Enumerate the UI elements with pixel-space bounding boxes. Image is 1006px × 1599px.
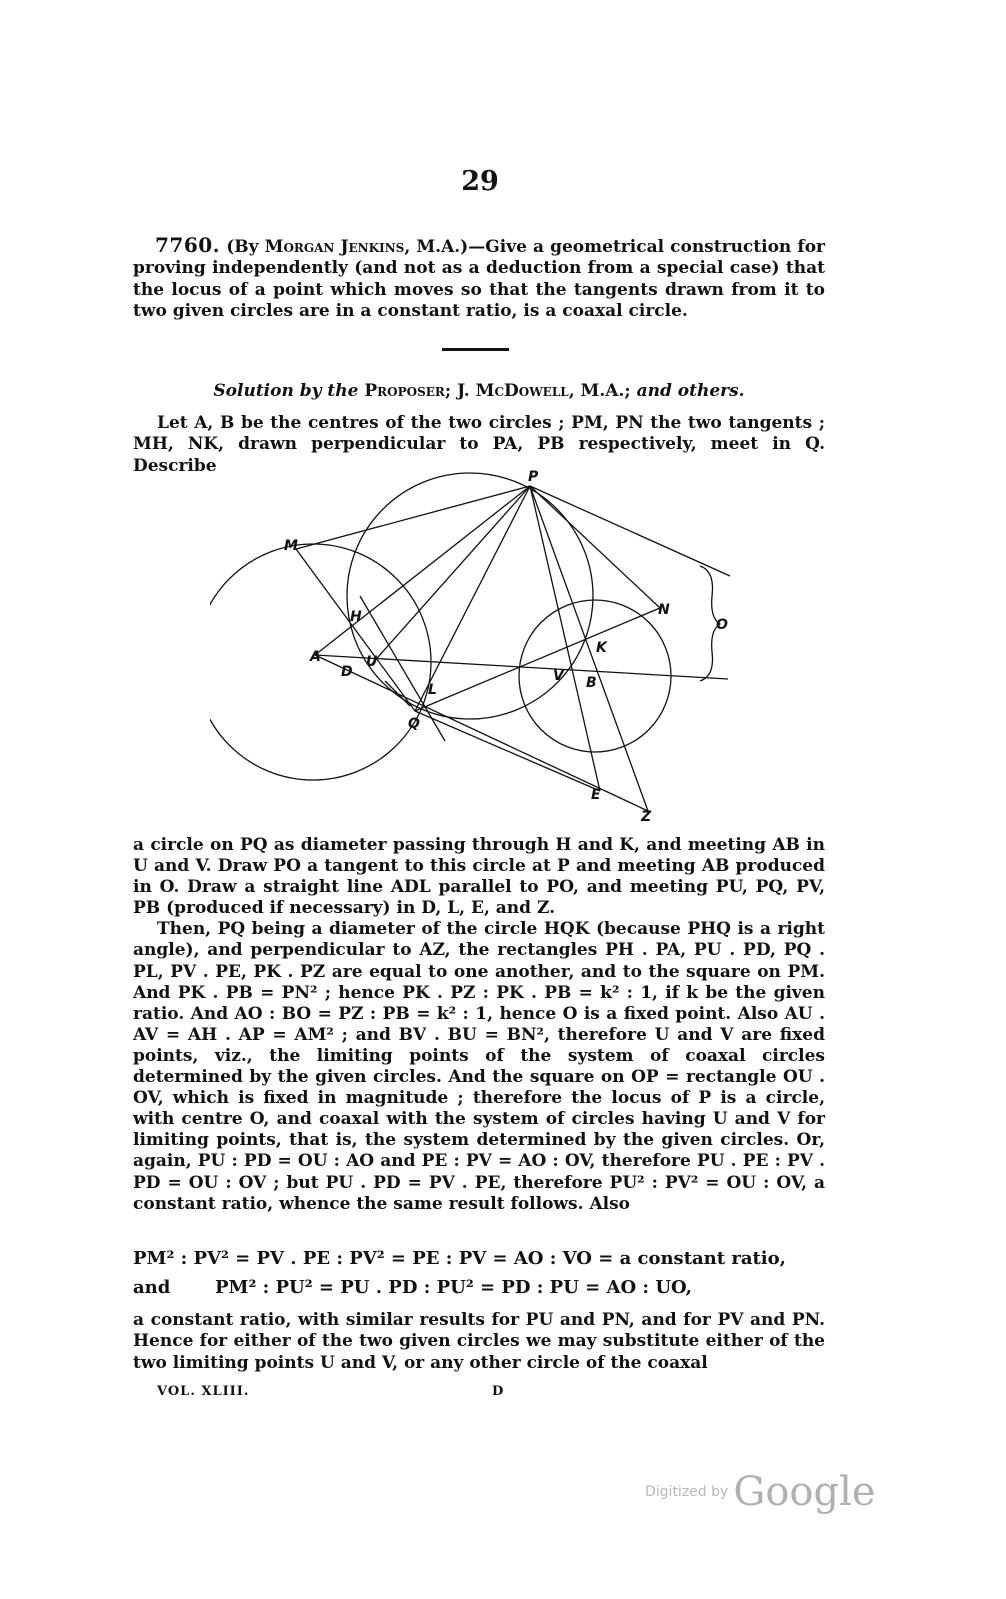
solution-others: and others. — [636, 381, 745, 401]
body-paragraph-2: Then, PQ being a diameter of the circle HQK (because PHQ is a right angle), and perpendicular to AZ, the rectangles PH . PA, PU . PD, PQ . PL, PV . PE, PK . PZ are equal to one another, and to the square on PM. And PK . PB = PN² ; hence PK . PZ : PK . PB = k² : 1, if k be the given ratio. And AO : BO = PZ : PB = k² : 1, hence O is a fixed point. Also AU . AV = AH . AP = AM² ; and BV . BU = BN², therefore U and V are fixed points, viz., the limiting points of the system of coaxal circles determined by the given circles. And the square on OP = rectangle OU . OV, which is fixed in magnitude ; therefore the locus of P is a circle, with centre O, and coaxal with the system of circles having U and V for limiting points, that is, the system determined by the given circles. Or, again, PU : PD = OU : AO and PE : PV = AO : OV, therefore PU . PE : PV . PD = OU : OV ; but PU . PD = PV . PE, therefore PU² : PV² = OU : OV, a constant ratio, whence the same result follows. Also — [133, 919, 825, 1214]
label-h: H — [350, 609, 362, 625]
footer-signature: D — [492, 1384, 504, 1399]
digitized-watermark — [645, 1469, 876, 1515]
body-paragraph-1: a circle on PQ as diameter passing through H and K, and meeting AB in U and V. Draw PO a tangent to this circle at P and meeting AB produced in O. Draw a straight line ADL parallel to PO, and meeting PU, PQ, PV, PB (produced if necessary) in D, L, E, and Z. — [133, 835, 825, 919]
problem-text: Give a geometrical construction for proving independently (and not as a deduction from a special case) that the locus of a point which moves so that the tangents drawn from it to two given circles are in a constant ratio, is a coaxal circle. — [133, 237, 825, 321]
closing-paragraph — [133, 1310, 825, 1374]
label-p: P — [528, 469, 539, 485]
line-pq — [415, 486, 530, 711]
equation-2-label: and — [133, 1277, 171, 1298]
solution-sep: ; J. — [444, 381, 470, 401]
label-l: L — [428, 682, 437, 698]
body-text — [133, 835, 825, 1215]
label-a: A — [310, 649, 321, 665]
closing-text: a constant ratio, with similar results for PU and PN, and for PV and PN. Hence for either of the two given circles we may substitute either of the two limiting points U and V, or any other circle of the coaxal — [133, 1310, 825, 1373]
geometry-diagram — [210, 466, 750, 826]
solution-mcdowell: McDowell — [475, 381, 569, 401]
solution-degree: , M.A.; — [568, 381, 631, 401]
line-qe — [415, 711, 600, 791]
watermark-prefix: Digitized by — [645, 1484, 729, 1500]
label-z: Z — [641, 809, 652, 825]
author-prefix: (By — [226, 237, 259, 257]
solution-by: Solution by the — [213, 381, 359, 401]
problem-author: Morgan Jenkins — [264, 237, 405, 257]
author-suffix: , M.A.)— — [404, 237, 486, 257]
intro-text: Let A, B be the centres of the two circles ; PM, PN the two tangents ; MH, NK, drawn perpendicular to PA, PB respectively, meet in Q. Describe — [133, 413, 825, 476]
line-mh — [296, 549, 415, 711]
solution-proposer: Proposer — [364, 381, 445, 401]
page-number: 29 — [461, 166, 499, 197]
label-e: E — [591, 787, 601, 803]
tangent-pm — [296, 486, 530, 549]
line-du — [385, 681, 410, 706]
label-b: B — [586, 675, 597, 691]
footer-volume: VOL. XLIII. — [157, 1384, 250, 1399]
label-d: D — [341, 664, 353, 680]
label-k: K — [596, 640, 607, 656]
section-divider — [442, 348, 509, 351]
label-v: V — [553, 668, 564, 684]
google-logo: Google — [733, 1469, 876, 1515]
equation-2 — [133, 1277, 825, 1298]
label-q: Q — [408, 716, 420, 732]
problem-number: 7760. — [155, 233, 221, 257]
label-m: M — [284, 538, 298, 554]
equation-1: PM² : PV² = PV . PE : PV² = PE : PV = AO : VO = a constant ratio, — [133, 1248, 786, 1269]
problem-statement — [133, 235, 825, 322]
line-nk — [415, 608, 660, 711]
line-pz — [530, 486, 648, 811]
label-n: N — [658, 602, 670, 618]
equation-2-text: PM² : PU² = PU . PD : PU² = PD : PU = AO : UO, — [215, 1277, 692, 1298]
solution-heading — [133, 381, 825, 401]
line-pa — [315, 486, 530, 655]
tangent-po — [530, 486, 730, 576]
label-o: O — [716, 617, 728, 633]
label-u: U — [366, 654, 378, 670]
tangent-pn — [530, 486, 660, 608]
